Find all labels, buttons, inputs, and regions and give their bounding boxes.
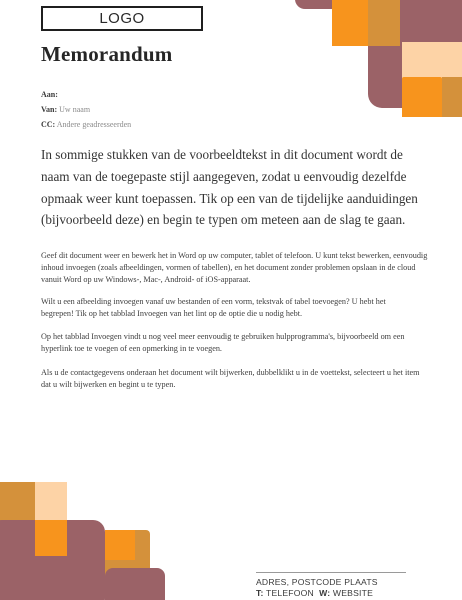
footer-address[interactable]: ADRES, POSTCODE PLAATS (256, 577, 378, 587)
deco-shape (105, 530, 135, 560)
lead-paragraph[interactable]: In sommige stukken van de voorbeeldtekst in dit document wordt de naam van de toegepaste stijl aangegeven, zodat u eenvoudig dezelfde opmaak weer kunt toepassen. Tik op een van de tijdelijke aanduidingen (bijvoorbeeld deze) en begin te typen om meteen aan de slag te gaan. (41, 147, 418, 228)
footer-divider (256, 572, 406, 573)
memo-from-label: Van: (41, 105, 58, 114)
deco-shape (35, 482, 67, 526)
memo-from-value[interactable]: Uw naam (59, 105, 91, 114)
body-paragraph[interactable]: Als u de contactgegevens onderaan het document wilt bijwerken, dubbelklikt u in de voettekst, selecteert u het item dat u wilt bijwerken en begint u te typen. (41, 368, 420, 389)
memo-to (41, 90, 58, 99)
body-paragraph[interactable]: Wilt u een afbeelding invoegen vanaf uw bestanden of een vorm, tekstvak of tabel toevoegen? U hebt het begrepen! Tik op het tabblad Invoegen van het lint op de optie die u nodig hebt. (41, 297, 386, 318)
deco-shape (105, 568, 165, 600)
deco-shape (368, 0, 400, 46)
footer-web-label: W: (319, 588, 331, 598)
deco-shape (442, 77, 462, 117)
top-right-decoration (290, 0, 462, 125)
footer-contact (256, 588, 373, 598)
memo-from (41, 105, 90, 114)
deco-shape (0, 482, 35, 526)
footer-phone[interactable]: TELEFOON (266, 588, 314, 598)
memo-cc (41, 120, 131, 129)
deco-shape (402, 108, 442, 117)
page-title: Memorandum (41, 42, 173, 66)
bottom-left-decoration (0, 480, 200, 600)
memo-to-label: Aan: (41, 90, 58, 99)
body-paragraph[interactable]: Op het tabblad Invoegen vindt u nog veel meer eenvoudig te gebruiken hulpprogramma's, bijvoorbeeld om een hyperlink toe te voegen of een opmerking in te voegen. (41, 332, 405, 353)
logo: LOGO (41, 6, 203, 31)
deco-shape (332, 0, 370, 46)
deco-shape (35, 520, 67, 556)
memo-cc-value[interactable]: Andere geadresseerden (56, 120, 132, 129)
footer-phone-label: T: (256, 588, 264, 598)
body-paragraph[interactable]: Geef dit document weer en bewerk het in Word op uw computer, tablet of telefoon. U kunt tekst bewerken, eenvoudig inhoud invoegen (zoals afbeeldingen, vormen of tabellen), en het document zonder problemen opslaan in de cloud vanuit Word op uw Windows-, Mac-, Android- of iOS-apparaat. (41, 251, 428, 284)
memo-cc-label: CC: (41, 120, 56, 129)
footer-website[interactable]: WEBSITE (332, 588, 373, 598)
